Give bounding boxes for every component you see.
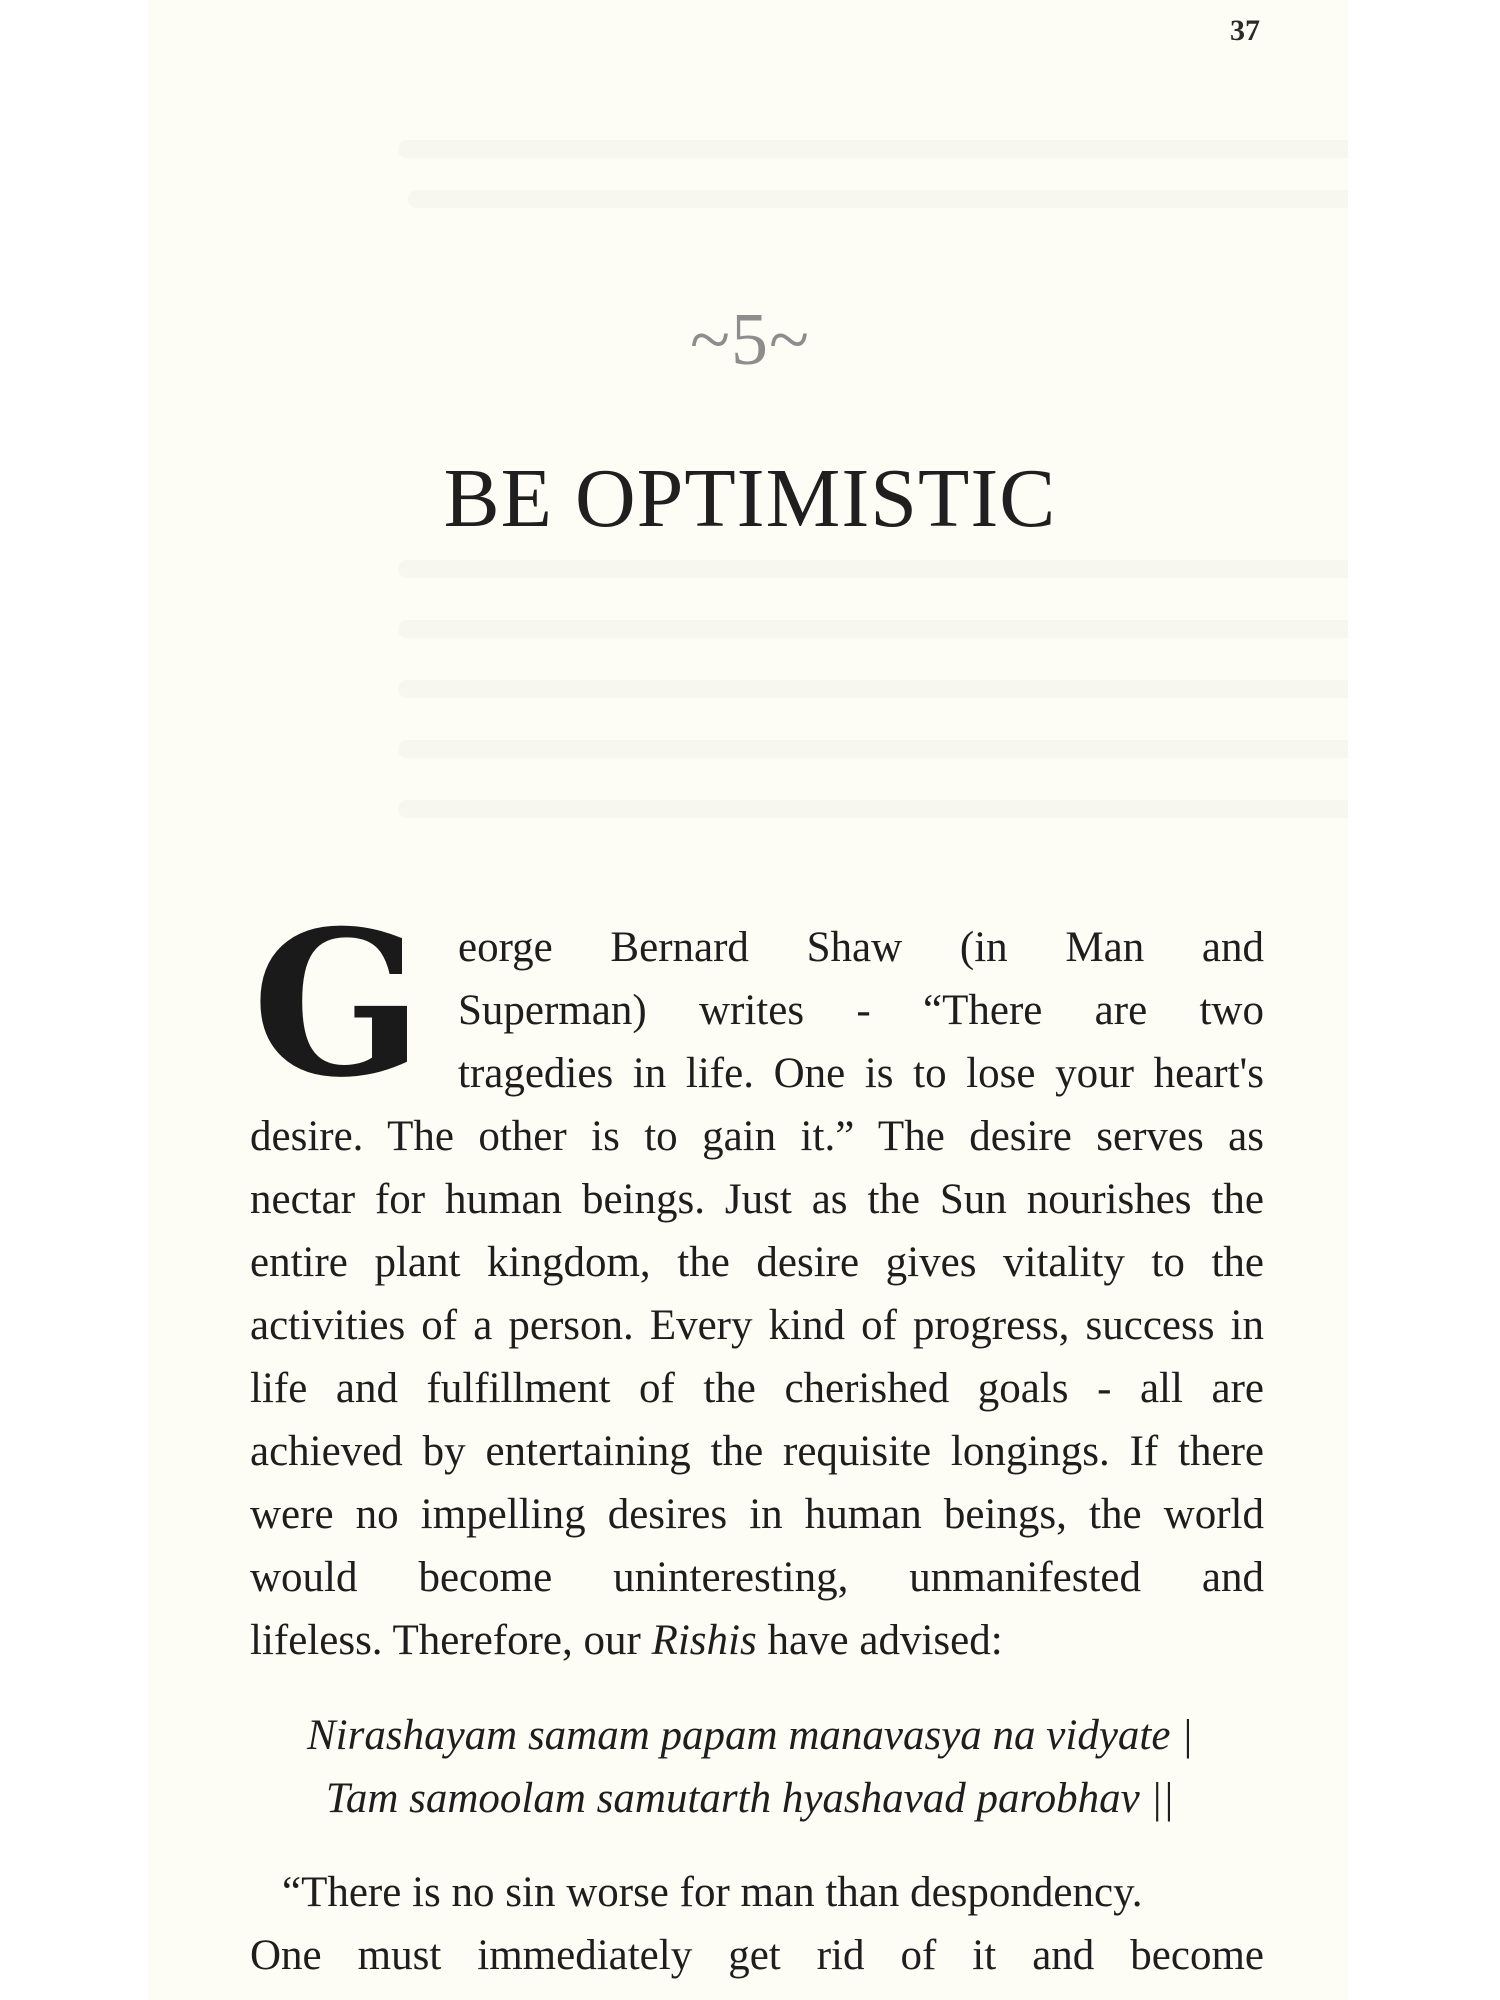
translation-line-1: “There is no sin worse for man than despondency. [282, 1869, 1143, 1916]
bleed-through [408, 190, 1348, 208]
chapter-number: ~5~ [689, 299, 811, 381]
body-text: lifeless. Therefore, our [250, 1617, 652, 1664]
body-line: tragedies in life. One is to lose your heart's [458, 1050, 1264, 1097]
bleed-through [398, 680, 1348, 698]
body-line: eorge Bernard Shaw (in Man and [458, 924, 1264, 971]
body-line: achieved by entertaining the requisite longings. If there [250, 1428, 1264, 1475]
body-line: would become uninteresting, unmanifested and [250, 1554, 1264, 1601]
verse-line-1: Nirashayam samam papam manavasya na vidyate | [306, 1712, 1194, 1759]
body-line: activities of a person. Every kind of progress, success in [250, 1302, 1264, 1349]
body-line: Superman) writes - “There are two [458, 987, 1264, 1034]
page-number: 37 [1230, 14, 1260, 47]
body-text: have advised: [756, 1617, 1003, 1664]
bleed-through [398, 560, 1348, 578]
body-line: were no impelling desires in human beings, the world [250, 1491, 1264, 1538]
bleed-through [398, 800, 1348, 818]
bleed-through [398, 140, 1348, 158]
body-line: entire plant kingdom, the desire gives vitality to the [250, 1239, 1264, 1286]
chapter-title: BE OPTIMISTIC [443, 452, 1057, 545]
body-last-line [250, 1616, 1264, 1666]
body-line: life and fulfillment of the cherished goals - all are [250, 1365, 1264, 1412]
bleed-through [398, 740, 1348, 758]
bleed-through [398, 620, 1348, 638]
body-line: desire. The other is to gain it.” The desire serves as [250, 1113, 1264, 1160]
rishis-italic: Rishis [651, 1617, 757, 1664]
body-line: nectar for human beings. Just as the Sun nourishes the [250, 1176, 1264, 1223]
drop-cap: G [252, 887, 423, 1122]
verse-line-2: Tam samoolam samutarth hyashavad parobhav || [325, 1775, 1175, 1822]
translation-line-2: One must immediately get rid of it and become [250, 1932, 1264, 1979]
